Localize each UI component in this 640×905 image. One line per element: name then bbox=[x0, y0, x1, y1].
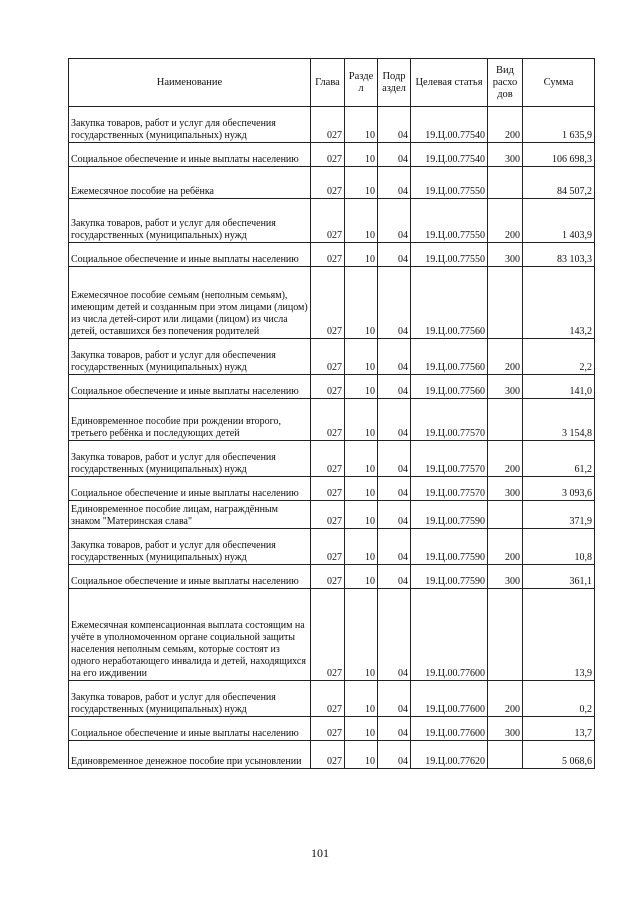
row-name bbox=[69, 107, 311, 143]
table-row bbox=[69, 143, 595, 167]
row-name bbox=[69, 717, 311, 741]
table-header-row bbox=[69, 59, 595, 107]
row-podrazdel: 04 bbox=[378, 339, 411, 375]
table-row bbox=[69, 717, 595, 741]
row-statya: 19.Ц.00.77540 bbox=[411, 107, 488, 143]
row-name bbox=[69, 243, 311, 267]
row-glava: 027 bbox=[311, 399, 345, 441]
row-glava: 027 bbox=[311, 741, 345, 769]
row-name-text: Ежемесячная компенсационная выплата состоящим на учёте в уполномоченном органе социальной защиты населения неполным семьям, которые состоят из одного неработающего инвалида и детей, находящихся на его иждивении bbox=[71, 620, 306, 679]
table-row bbox=[69, 589, 595, 681]
table-row bbox=[69, 441, 595, 477]
row-vid bbox=[488, 741, 523, 769]
row-vid: 200 bbox=[488, 529, 523, 565]
row-summa: 84 507,2 bbox=[523, 167, 595, 199]
row-razdel: 10 bbox=[345, 399, 378, 441]
row-glava: 027 bbox=[311, 529, 345, 565]
row-statya: 19.Ц.00.77550 bbox=[411, 243, 488, 267]
row-summa: 83 103,3 bbox=[523, 243, 595, 267]
budget-table bbox=[68, 58, 595, 769]
row-vid bbox=[488, 167, 523, 199]
row-glava: 027 bbox=[311, 243, 345, 267]
row-name bbox=[69, 441, 311, 477]
row-statya: 19.Ц.00.77560 bbox=[411, 339, 488, 375]
row-glava: 027 bbox=[311, 565, 345, 589]
row-glava: 027 bbox=[311, 375, 345, 399]
row-statya: 19.Ц.00.77560 bbox=[411, 267, 488, 339]
row-name-text: Социальное обеспечение и иные выплаты населению bbox=[71, 386, 299, 397]
row-name bbox=[69, 741, 311, 769]
row-name bbox=[69, 267, 311, 339]
table-row bbox=[69, 375, 595, 399]
row-summa: 13,7 bbox=[523, 717, 595, 741]
row-summa: 3 093,6 bbox=[523, 477, 595, 501]
row-podrazdel: 04 bbox=[378, 501, 411, 529]
row-glava: 027 bbox=[311, 199, 345, 243]
row-summa: 61,2 bbox=[523, 441, 595, 477]
row-summa: 0,2 bbox=[523, 681, 595, 717]
row-statya: 19.Ц.00.77540 bbox=[411, 143, 488, 167]
row-glava: 027 bbox=[311, 107, 345, 143]
row-name bbox=[69, 681, 311, 717]
row-podrazdel: 04 bbox=[378, 399, 411, 441]
table-row bbox=[69, 741, 595, 769]
row-vid: 200 bbox=[488, 681, 523, 717]
row-statya: 19.Ц.00.77550 bbox=[411, 167, 488, 199]
row-podrazdel: 04 bbox=[378, 717, 411, 741]
table-row bbox=[69, 477, 595, 501]
row-statya: 19.Ц.00.77550 bbox=[411, 199, 488, 243]
row-razdel: 10 bbox=[345, 477, 378, 501]
row-glava: 027 bbox=[311, 681, 345, 717]
row-name-text: Закупка товаров, работ и услуг для обеспечения государственных (муниципальных) нужд bbox=[71, 218, 276, 241]
row-name-text: Социальное обеспечение и иные выплаты населению bbox=[71, 488, 299, 499]
row-name bbox=[69, 565, 311, 589]
row-name bbox=[69, 375, 311, 399]
row-statya: 19.Ц.00.77620 bbox=[411, 741, 488, 769]
row-podrazdel: 04 bbox=[378, 441, 411, 477]
table-row bbox=[69, 565, 595, 589]
row-vid: 300 bbox=[488, 243, 523, 267]
row-glava: 027 bbox=[311, 501, 345, 529]
row-podrazdel: 04 bbox=[378, 267, 411, 339]
row-razdel: 10 bbox=[345, 717, 378, 741]
row-statya: 19.Ц.00.77570 bbox=[411, 477, 488, 501]
row-razdel: 10 bbox=[345, 741, 378, 769]
row-podrazdel: 04 bbox=[378, 107, 411, 143]
row-statya: 19.Ц.00.77570 bbox=[411, 441, 488, 477]
row-name bbox=[69, 339, 311, 375]
header-glava: Глава bbox=[311, 59, 345, 107]
row-statya: 19.Ц.00.77590 bbox=[411, 501, 488, 529]
row-glava: 027 bbox=[311, 477, 345, 501]
row-name bbox=[69, 477, 311, 501]
table-row bbox=[69, 681, 595, 717]
row-razdel: 10 bbox=[345, 529, 378, 565]
row-vid: 200 bbox=[488, 339, 523, 375]
row-razdel: 10 bbox=[345, 167, 378, 199]
row-podrazdel: 04 bbox=[378, 565, 411, 589]
row-glava: 027 bbox=[311, 339, 345, 375]
row-razdel: 10 bbox=[345, 107, 378, 143]
row-statya: 19.Ц.00.77570 bbox=[411, 399, 488, 441]
table-row bbox=[69, 339, 595, 375]
row-podrazdel: 04 bbox=[378, 681, 411, 717]
table-row bbox=[69, 243, 595, 267]
table-row bbox=[69, 501, 595, 529]
row-razdel: 10 bbox=[345, 441, 378, 477]
table-row bbox=[69, 199, 595, 243]
row-razdel: 10 bbox=[345, 565, 378, 589]
row-vid: 200 bbox=[488, 107, 523, 143]
header-summa: Сумма bbox=[523, 59, 595, 107]
row-vid bbox=[488, 267, 523, 339]
row-glava: 027 bbox=[311, 267, 345, 339]
row-podrazdel: 04 bbox=[378, 375, 411, 399]
row-name-text: Закупка товаров, работ и услуг для обеспечения государственных (муниципальных) нужд bbox=[71, 350, 276, 373]
row-glava: 027 bbox=[311, 717, 345, 741]
row-podrazdel: 04 bbox=[378, 477, 411, 501]
header-podrazdel: Подр аздел bbox=[378, 59, 411, 107]
table-row bbox=[69, 107, 595, 143]
row-vid: 300 bbox=[488, 143, 523, 167]
row-razdel: 10 bbox=[345, 199, 378, 243]
row-razdel: 10 bbox=[345, 267, 378, 339]
row-statya: 19.Ц.00.77590 bbox=[411, 565, 488, 589]
row-razdel: 10 bbox=[345, 339, 378, 375]
row-summa: 3 154,8 bbox=[523, 399, 595, 441]
row-name-text: Закупка товаров, работ и услуг для обеспечения государственных (муниципальных) нужд bbox=[71, 452, 276, 475]
header-razdel: Разде л bbox=[345, 59, 378, 107]
row-name-text: Единовременное денежное пособие при усыновлении bbox=[71, 756, 302, 767]
row-vid: 300 bbox=[488, 375, 523, 399]
row-vid: 200 bbox=[488, 441, 523, 477]
row-name-text: Единовременное пособие при рождении второго, третьего ребёнка и последующих детей bbox=[71, 416, 282, 439]
row-razdel: 10 bbox=[345, 375, 378, 399]
row-summa: 371,9 bbox=[523, 501, 595, 529]
row-vid: 300 bbox=[488, 717, 523, 741]
page-number: 101 bbox=[311, 846, 329, 860]
row-podrazdel: 04 bbox=[378, 529, 411, 565]
row-statya: 19.Ц.00.77600 bbox=[411, 681, 488, 717]
row-name-text: Социальное обеспечение и иные выплаты населению bbox=[71, 576, 299, 587]
row-razdel: 10 bbox=[345, 501, 378, 529]
table-row bbox=[69, 529, 595, 565]
row-podrazdel: 04 bbox=[378, 243, 411, 267]
row-summa: 5 068,6 bbox=[523, 741, 595, 769]
table-row bbox=[69, 267, 595, 339]
row-summa: 141,0 bbox=[523, 375, 595, 399]
table-row bbox=[69, 167, 595, 199]
row-statya: 19.Ц.00.77560 bbox=[411, 375, 488, 399]
row-vid: 300 bbox=[488, 565, 523, 589]
row-name-text: Ежемесячное пособие семьям (неполным семьям), имеющим детей и созданным при этом лицами (лицом) из числа детей-сирот или лицами (лицом) из числа детей, оставшихся без попечения родителей bbox=[71, 290, 308, 337]
row-glava: 027 bbox=[311, 167, 345, 199]
row-vid bbox=[488, 399, 523, 441]
row-name-text: Единовременное пособие лицам, награждённым знаком "Материнская слава" bbox=[71, 504, 278, 527]
row-summa: 1 635,9 bbox=[523, 107, 595, 143]
row-razdel: 10 bbox=[345, 243, 378, 267]
row-name bbox=[69, 167, 311, 199]
row-podrazdel: 04 bbox=[378, 199, 411, 243]
row-name bbox=[69, 399, 311, 441]
row-glava: 027 bbox=[311, 589, 345, 681]
row-name-text: Закупка товаров, работ и услуг для обеспечения государственных (муниципальных) нужд bbox=[71, 118, 276, 141]
row-name bbox=[69, 501, 311, 529]
row-name-text: Ежемесячное пособие на ребёнка bbox=[71, 186, 214, 197]
header-name: Наименование bbox=[69, 59, 311, 107]
row-podrazdel: 04 bbox=[378, 741, 411, 769]
row-statya: 19.Ц.00.77600 bbox=[411, 589, 488, 681]
table-row bbox=[69, 399, 595, 441]
row-vid: 300 bbox=[488, 477, 523, 501]
row-statya: 19.Ц.00.77600 bbox=[411, 717, 488, 741]
row-summa: 13,9 bbox=[523, 589, 595, 681]
row-name-text: Закупка товаров, работ и услуг для обеспечения государственных (муниципальных) нужд bbox=[71, 540, 276, 563]
row-name-text: Социальное обеспечение и иные выплаты населению bbox=[71, 254, 299, 265]
row-vid bbox=[488, 589, 523, 681]
row-vid: 200 bbox=[488, 199, 523, 243]
row-summa: 10,8 bbox=[523, 529, 595, 565]
row-statya: 19.Ц.00.77590 bbox=[411, 529, 488, 565]
row-name bbox=[69, 199, 311, 243]
row-name-text: Закупка товаров, работ и услуг для обеспечения государственных (муниципальных) нужд bbox=[71, 692, 276, 715]
row-razdel: 10 bbox=[345, 143, 378, 167]
row-name bbox=[69, 589, 311, 681]
row-glava: 027 bbox=[311, 143, 345, 167]
row-glava: 027 bbox=[311, 441, 345, 477]
row-vid bbox=[488, 501, 523, 529]
row-podrazdel: 04 bbox=[378, 589, 411, 681]
header-vid: Вид расхо дов bbox=[488, 59, 523, 107]
row-summa: 1 403,9 bbox=[523, 199, 595, 243]
row-podrazdel: 04 bbox=[378, 167, 411, 199]
row-name bbox=[69, 143, 311, 167]
row-summa: 143,2 bbox=[523, 267, 595, 339]
header-statya: Целевая статья bbox=[411, 59, 488, 107]
row-name bbox=[69, 529, 311, 565]
row-summa: 2,2 bbox=[523, 339, 595, 375]
row-name-text: Социальное обеспечение и иные выплаты населению bbox=[71, 728, 299, 739]
row-podrazdel: 04 bbox=[378, 143, 411, 167]
row-summa: 361,1 bbox=[523, 565, 595, 589]
row-name-text: Социальное обеспечение и иные выплаты населению bbox=[71, 154, 299, 165]
row-razdel: 10 bbox=[345, 681, 378, 717]
row-razdel: 10 bbox=[345, 589, 378, 681]
row-summa: 106 698,3 bbox=[523, 143, 595, 167]
